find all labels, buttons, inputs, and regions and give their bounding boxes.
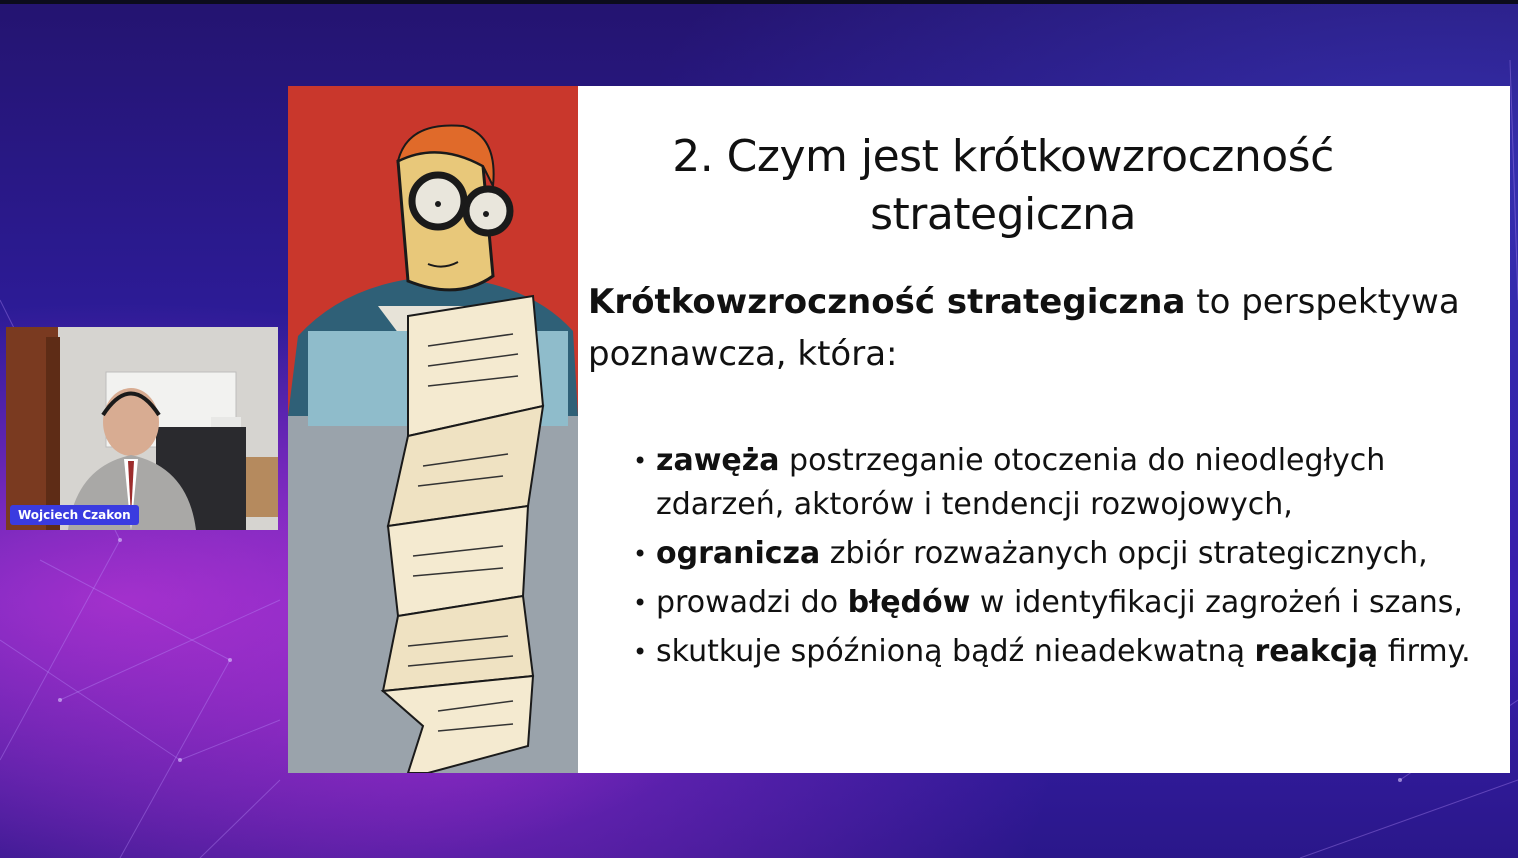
bullet-keyword: zawęża: [656, 443, 780, 478]
definition-term: Krótkowzroczność strategiczna: [588, 282, 1186, 322]
slide-title-line-2: strategiczna: [870, 189, 1136, 240]
bullet-dot: •: [633, 638, 648, 666]
bullet-text: w identyfikacji zagrożeń i szans,: [970, 585, 1463, 620]
bullet-dot: •: [633, 589, 648, 617]
bullet-keyword: błędów: [847, 585, 971, 620]
bullet-text: postrzeganie otoczenia do nieodległych zdarzeń, aktorów i tendencji rozwojowych,: [656, 443, 1386, 522]
bullet-text: firmy.: [1378, 634, 1471, 669]
slide-title: [618, 128, 1388, 244]
list-item: [633, 439, 1493, 527]
slide-title-line-1: 2. Czym jest krótkowzroczność: [672, 131, 1334, 182]
definition-text: to perspektywa poznawcza, która:: [588, 282, 1460, 374]
bullet-lead: skutkuje spóźnioną bądź nieadekwatną: [656, 634, 1255, 669]
list-item: [633, 581, 1493, 625]
bullet-keyword: reakcją: [1254, 634, 1379, 669]
bullet-keyword: ogranicza: [656, 536, 821, 571]
presenter-name-tag: Wojciech Czakon: [10, 505, 139, 525]
bullet-dot: •: [633, 447, 648, 475]
presenter-webcam: [6, 327, 278, 530]
slide-definition: [588, 276, 1493, 380]
list-item: [633, 532, 1493, 576]
webcam-scene: [6, 327, 278, 530]
bullet-dot: •: [633, 540, 648, 568]
list-item: [633, 630, 1493, 674]
presentation-slide: [288, 86, 1510, 773]
bullet-list: [633, 439, 1493, 679]
myopia-cartoon-illustration: [288, 86, 578, 773]
bullet-text: zbiór rozważanych opcji strategicznych,: [820, 536, 1428, 571]
bullet-lead: prowadzi do: [656, 585, 848, 620]
